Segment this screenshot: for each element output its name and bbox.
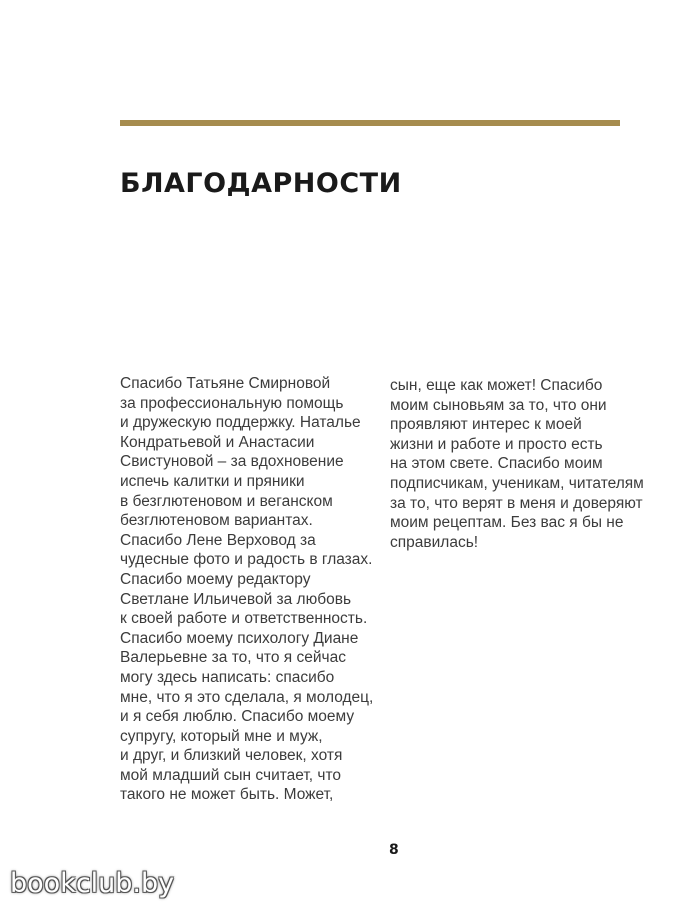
text-line: чудесные фото и радость в глазах. [120, 551, 373, 569]
text-line: в безглютеновом и веганском [120, 492, 333, 510]
text-line: такого не может быть. Может, [120, 786, 334, 804]
text-line: подписчикам, ученикам, читателям [390, 474, 644, 492]
text-line: справилась! [390, 533, 479, 551]
text-line: могу здесь написать: спасибо [120, 668, 335, 686]
text-line: Кондратьевой и Анастасии [120, 433, 315, 451]
text-line: проявляют интерес к моей [390, 416, 582, 434]
text-line: Спасибо Татьяне Смирновой [120, 375, 331, 392]
text-line: моим рецептам. Без вас я бы не [390, 514, 624, 532]
text-line: супругу, который мне и муж, [120, 727, 323, 745]
page-number: 8 [389, 842, 399, 858]
text-line: мне, что я это сделала, я молодец, [120, 688, 374, 706]
text-line: мой младший сын считает, что [120, 766, 341, 784]
text-line: за профессиональную помощь [120, 394, 344, 412]
text-line: на этом свете. Спасибо моим [390, 455, 603, 473]
text-line: Свистуновой – за вдохновение [120, 453, 344, 471]
text-line: жизни и работе и просто есть [390, 435, 603, 453]
site-watermark: bookclub.by [10, 868, 175, 899]
text-line: Спасибо моему психологу Диане [120, 629, 359, 647]
text-line: Спасибо Лене Верховод за [120, 531, 316, 549]
text-line: Светлане Ильичевой за любовь [120, 590, 352, 608]
text-line: и дружескую поддержку. Наталье [120, 414, 361, 432]
text-line: испечь калитки и пряники [120, 472, 305, 490]
text-line: безглютеновом вариантах. [120, 512, 313, 530]
right-text-column [390, 376, 644, 552]
title-accent-rule [120, 120, 620, 126]
text-line: Валерьевне за то, что я сейчас [120, 649, 346, 667]
page-title: БЛАГОДАРНОСТИ [120, 168, 402, 199]
text-line: и я себя люблю. Спасибо моему [120, 708, 355, 726]
text-line: и друг, и близкий человек, хотя [120, 747, 343, 765]
text-line: моим сыновьям за то, что они [390, 396, 607, 414]
text-line: Спасибо моему редактору [120, 570, 311, 588]
left-text-column [120, 374, 374, 805]
text-line: сын, еще как может! Спасибо [390, 377, 603, 394]
text-line: за то, что верят в меня и доверяют [390, 494, 643, 512]
text-line: к своей работе и ответственность. [120, 610, 368, 628]
